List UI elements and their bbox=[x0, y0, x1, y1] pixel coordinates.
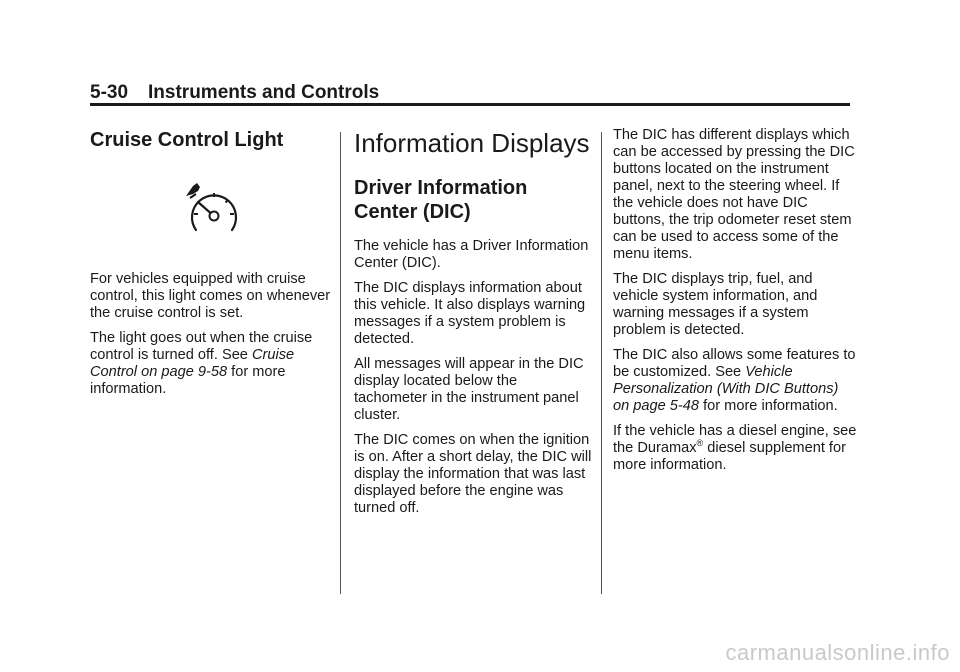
text-span: If the vehicle has a diesel engine, see the Duramax bbox=[613, 423, 857, 456]
dic-subheading: Driver Information Center (DIC) bbox=[354, 177, 528, 223]
dic-paragraph-6: The DIC displays trip, fuel, and vehicle system information, and warning messages if a system problem is detected. bbox=[613, 271, 818, 338]
dic-paragraph-4: The DIC comes on when the ignition is on. After a short delay, the DIC will display the information that was last displayed before the engine was turned off. bbox=[354, 432, 592, 516]
dic-paragraph-8 bbox=[613, 423, 858, 474]
cruise-control-heading: Cruise Control Light bbox=[90, 129, 284, 151]
vehicle-personalization-reference-link[interactable]: Vehicle Personalization (With DIC Buttons) on page 5-48 bbox=[613, 364, 839, 414]
column-2 bbox=[354, 128, 594, 525]
cruise-control-icon bbox=[184, 182, 244, 238]
page-number: 5-30 bbox=[90, 82, 129, 103]
column-divider-2 bbox=[601, 132, 602, 594]
text-span: for more information. bbox=[699, 398, 838, 414]
dic-paragraph-2: The DIC displays information about this vehicle. It also displays warning messages if a system problem is detected. bbox=[354, 280, 586, 347]
text-span: The light goes out when the cruise control is turned off. See bbox=[90, 330, 313, 363]
section-title: Instruments and Controls bbox=[148, 82, 380, 103]
dic-paragraph-7 bbox=[613, 347, 858, 415]
text-span: The DIC also allows some features to be customized. See bbox=[613, 347, 856, 380]
cruise-control-reference-link[interactable]: Cruise Control on page 9-58 bbox=[90, 347, 295, 380]
cruise-paragraph-2 bbox=[90, 330, 335, 398]
cruise-paragraph-1: For vehicles equipped with cruise control, this light comes on whenever the cruise control is set. bbox=[90, 271, 331, 321]
column-divider-1 bbox=[340, 132, 341, 594]
column-1 bbox=[90, 128, 335, 406]
column-3 bbox=[613, 127, 858, 482]
dic-paragraph-5: The DIC has different displays which can be accessed by pressing the DIC buttons located on the instrument panel, next to the steering wheel. If the vehicle does not have DIC buttons, the trip odometer reset stem can be used to access some of the menu items. bbox=[613, 127, 855, 262]
dic-paragraph-1: The vehicle has a Driver Information Center (DIC). bbox=[354, 238, 589, 271]
header-rule bbox=[90, 103, 850, 106]
information-displays-heading: Information Displays bbox=[354, 128, 590, 158]
text-span: diesel supplement for more information. bbox=[613, 440, 846, 473]
page-header bbox=[90, 82, 379, 104]
icon-container bbox=[90, 182, 335, 238]
text-span: for more information. bbox=[90, 364, 286, 397]
dic-paragraph-3: All messages will appear in the DIC display located below the tachometer in the instrument panel cluster. bbox=[354, 356, 584, 423]
watermark: carmanualsonline.info bbox=[725, 640, 950, 665]
registered-mark: ® bbox=[696, 438, 704, 449]
